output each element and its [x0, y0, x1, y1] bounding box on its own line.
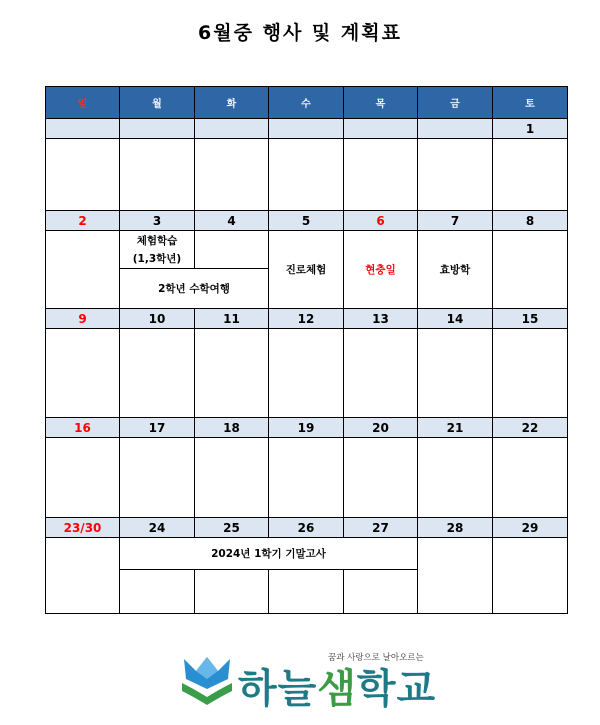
date-cell: 16 — [46, 418, 120, 438]
event-cell — [269, 570, 344, 614]
page-title: 6월중 행사 및 계획표 — [198, 22, 402, 44]
event-cell — [344, 329, 418, 418]
logo-name — [238, 657, 436, 714]
event-cell — [418, 438, 493, 518]
date-cell: 27 — [344, 518, 418, 538]
date-cell: 21 — [418, 418, 493, 438]
weekday-sat: 토 — [493, 87, 568, 119]
weekday-sun: 일 — [46, 87, 120, 119]
week-4-dates — [46, 418, 568, 438]
date-cell — [46, 119, 120, 139]
date-cell: 26 — [269, 518, 344, 538]
event-cell — [269, 139, 344, 211]
date-cell: 1 — [493, 119, 568, 139]
event-cell — [120, 231, 195, 269]
event-cell — [269, 329, 344, 418]
date-cell — [269, 119, 344, 139]
logo-name-part1: 하늘 — [238, 666, 318, 712]
event-cell — [120, 329, 195, 418]
event-cell — [493, 139, 568, 211]
date-cell: 11 — [195, 309, 269, 329]
date-cell: 8 — [493, 211, 568, 231]
event-experience-grades: (1,3학년) — [132, 253, 182, 266]
date-cell: 7 — [418, 211, 493, 231]
week-1-events — [46, 139, 568, 211]
week-3-dates — [46, 309, 568, 329]
event-cell — [46, 139, 120, 211]
week-5-dates — [46, 518, 568, 538]
event-cell — [418, 538, 493, 614]
date-cell: 14 — [418, 309, 493, 329]
event-cell — [344, 438, 418, 518]
event-cell — [344, 139, 418, 211]
date-cell: 9 — [46, 309, 120, 329]
date-cell: 2 — [46, 211, 120, 231]
week-1-dates — [46, 119, 568, 139]
weekday-mon: 월 — [120, 87, 195, 119]
event-cell — [418, 329, 493, 418]
date-cell: 28 — [418, 518, 493, 538]
event-cell — [120, 538, 418, 570]
event-cell — [195, 438, 269, 518]
date-cell — [344, 119, 418, 139]
event-cell — [493, 329, 568, 418]
event-hyo-vacation: 효방학 — [439, 264, 471, 276]
date-cell: 15 — [493, 309, 568, 329]
event-cell — [493, 438, 568, 518]
event-memorial-day: 현충일 — [365, 264, 396, 276]
date-cell: 6 — [344, 211, 418, 231]
school-logo — [178, 645, 438, 725]
weekday-tue: 화 — [195, 87, 269, 119]
event-final-exam: 2024년 1학기 기말고사 — [211, 548, 326, 560]
date-cell: 10 — [120, 309, 195, 329]
date-cell: 17 — [120, 418, 195, 438]
open-book-icon — [178, 649, 236, 709]
weekday-wed: 수 — [269, 87, 344, 119]
weekday-fri: 금 — [418, 87, 493, 119]
calendar-table — [45, 86, 568, 614]
event-cell — [120, 438, 195, 518]
event-cell — [120, 269, 269, 309]
date-cell: 29 — [493, 518, 568, 538]
event-cell — [46, 231, 120, 309]
event-cell — [418, 231, 493, 309]
date-cell: 3 — [120, 211, 195, 231]
week-2-events-top — [46, 231, 568, 269]
event-cell — [344, 231, 418, 309]
weekday-thu: 목 — [344, 87, 418, 119]
event-cell — [46, 329, 120, 418]
event-school-trip: 2학년 수학여행 — [158, 283, 230, 296]
date-cell: 13 — [344, 309, 418, 329]
week-5-events-top — [46, 538, 568, 570]
date-cell: 19 — [269, 418, 344, 438]
date-cell — [418, 119, 493, 139]
logo-slogan: 꿈과 사랑으로 날아오르는 — [328, 653, 424, 663]
event-cell — [46, 438, 120, 518]
event-cell — [195, 570, 269, 614]
event-cell — [120, 139, 195, 211]
event-cell — [493, 538, 568, 614]
weekday-header-row — [46, 87, 568, 119]
event-cell — [195, 139, 269, 211]
date-cell: 23/30 — [46, 518, 120, 538]
date-cell: 25 — [195, 518, 269, 538]
event-experience-learning: 체험학습 — [136, 235, 178, 248]
event-cell — [46, 538, 120, 614]
event-career-experience: 진로체험 — [285, 264, 327, 276]
event-cell — [493, 231, 568, 309]
logo-name-part2: 학교 — [356, 666, 437, 712]
event-cell — [418, 139, 493, 211]
logo-name-accent: 샘 — [317, 666, 357, 712]
date-cell: 24 — [120, 518, 195, 538]
week-4-events — [46, 438, 568, 518]
event-cell — [269, 438, 344, 518]
date-cell: 12 — [269, 309, 344, 329]
date-cell: 20 — [344, 418, 418, 438]
event-cell — [195, 329, 269, 418]
event-cell — [120, 570, 195, 614]
date-cell — [120, 119, 195, 139]
week-3-events — [46, 329, 568, 418]
date-cell: 4 — [195, 211, 269, 231]
date-cell: 18 — [195, 418, 269, 438]
date-cell — [195, 119, 269, 139]
date-cell: 5 — [269, 211, 344, 231]
event-cell — [269, 231, 344, 309]
date-cell: 22 — [493, 418, 568, 438]
week-2-dates — [46, 211, 568, 231]
event-cell — [344, 570, 418, 614]
event-cell — [195, 231, 269, 269]
